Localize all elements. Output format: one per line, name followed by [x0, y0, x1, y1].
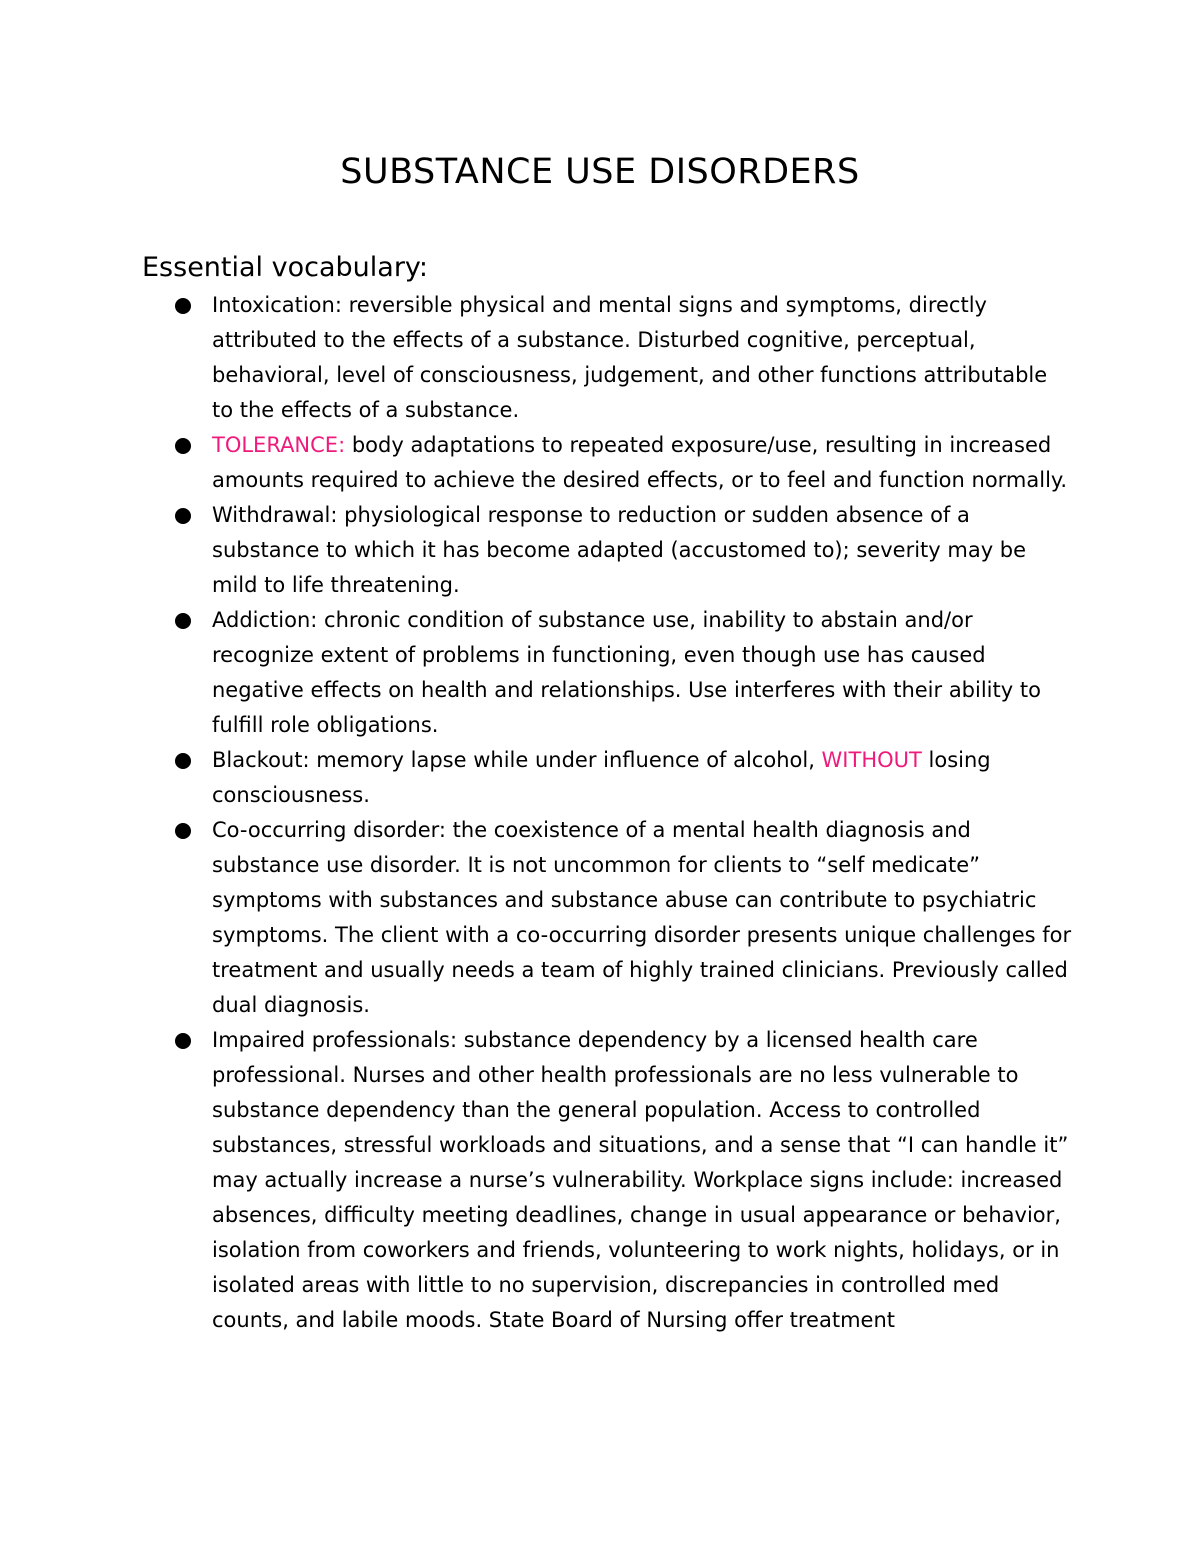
- list-item-tolerance: [172, 428, 1072, 498]
- definition-text: physiological response to reduction or sudden absence of a substance to which it has become adapted (accustomed to); severity may be mild to life threatening.: [212, 503, 1027, 597]
- vocabulary-list: [172, 288, 1072, 1338]
- bullet-icon: [175, 613, 191, 629]
- term-label: Withdrawal:: [212, 503, 338, 527]
- bullet-icon: [175, 438, 191, 454]
- document-title: SUBSTANCE USE DISORDERS: [340, 152, 860, 192]
- section-heading: Essential vocabulary:: [142, 252, 429, 283]
- term-label: Intoxication:: [212, 293, 342, 317]
- list-item-addiction: [172, 603, 1072, 743]
- emphasis-text: WITHOUT: [821, 748, 922, 772]
- list-item-withdrawal: [172, 498, 1072, 603]
- definition-text: substance dependency by a licensed health care professional. Nurses and other health professionals are no less vulnerable to substance dependency than the general population. Access to controlled substances, stressful workloads and situations, and a sense that “I can handle it” may actually increase a nurse’s vulnerability. Workplace signs include: increased absences, difficulty meeting deadlines, change in usual appearance or behavior, isolation from coworkers and friends, volunteering to work nights, holidays, or in isolated areas with little to no supervision, discrepancies in controlled med counts, and labile moods. State Board of Nursing offer treatment: [212, 1028, 1069, 1332]
- definition-text-continued: losing consciousness.: [212, 748, 991, 807]
- bullet-icon: [175, 298, 191, 314]
- definition-text: body adaptations to repeated exposure/use, resulting in increased amounts required to achieve the desired effects, or to feel and function normally.: [212, 433, 1068, 492]
- term-label-highlighted: TOLERANCE:: [212, 433, 346, 457]
- list-item-co-occurring-disorder: [172, 813, 1072, 1023]
- definition-text: the coexistence of a mental health diagnosis and substance use disorder. It is not uncommon for clients to “self medicate” symptoms with substances and substance abuse can contribute to psychiatric symptoms. The client with a co-occurring disorder presents unique challenges for treatment and usually needs a team of highly trained clinicians. Previously called dual diagnosis.: [212, 818, 1072, 1017]
- term-label: Blackout:: [212, 748, 310, 772]
- term-label: Addiction:: [212, 608, 318, 632]
- definition-text: chronic condition of substance use, inability to abstain and/or recognize extent of problems in functioning, even though use has caused negative effects on health and relationships. Use interferes with their ability to fulfill role obligations.: [212, 608, 1041, 737]
- definition-text: memory lapse while under influence of alcohol,: [309, 748, 822, 772]
- definition-text: reversible physical and mental signs and symptoms, directly attributed to the effects of a substance. Disturbed cognitive, perceptual, behavioral, level of consciousness, judgement, and other functions attributable to the effects of a substance.: [212, 293, 1048, 422]
- term-label: Impaired professionals:: [212, 1028, 458, 1052]
- term-label: Co-occurring disorder:: [212, 818, 446, 842]
- bullet-icon: [175, 753, 191, 769]
- bullet-icon: [175, 823, 191, 839]
- list-item-impaired-professionals: [172, 1023, 1072, 1338]
- bullet-icon: [175, 508, 191, 524]
- bullet-icon: [175, 1033, 191, 1049]
- list-item-blackout: [172, 743, 1072, 813]
- list-item-intoxication: [172, 288, 1072, 428]
